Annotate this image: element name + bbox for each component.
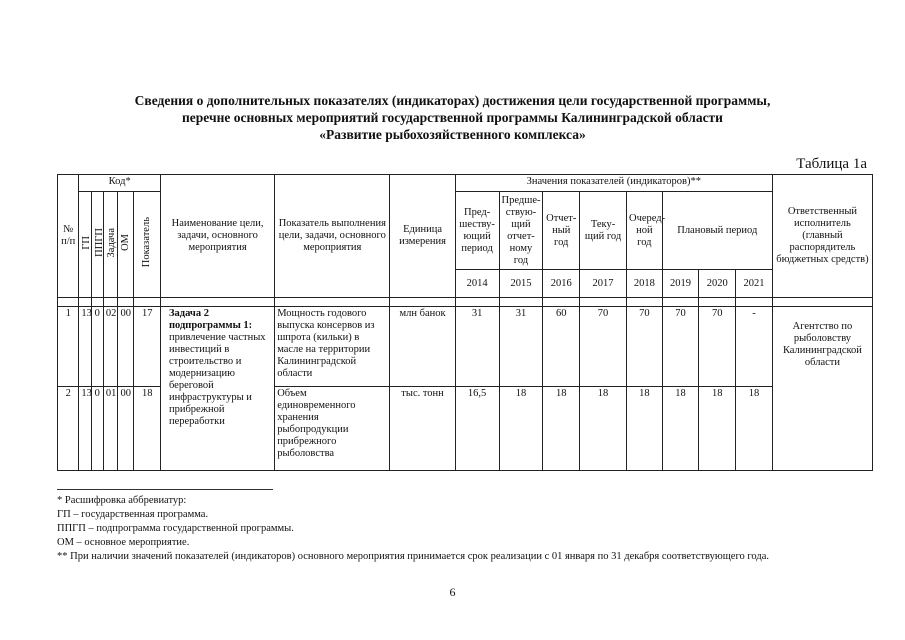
indicator-cell: Мощность годового выпуска консервов из шпрота (кильки) в масле на территории Калининградской области: [275, 307, 390, 387]
code-cell: 13: [79, 387, 91, 471]
footnote-divider: [57, 489, 273, 490]
header-prev: Предше-ствую-щий отчет-ному год: [499, 192, 543, 270]
footnote: ОМ – основное мероприятие.: [57, 537, 190, 548]
unit-cell: млн банок: [390, 307, 455, 387]
value-cell: 18: [543, 387, 580, 471]
code-cell: 0: [91, 387, 103, 471]
header-next: Очеред-ной год: [626, 192, 662, 270]
header-code-om: ОМ: [118, 192, 134, 298]
value-cell: 18: [699, 387, 736, 471]
header-values: Значения показателей (индикаторов)**: [455, 175, 772, 192]
value-cell: 70: [662, 307, 699, 387]
row-num: 1: [58, 307, 79, 387]
header-unit: Единица измерения: [390, 175, 455, 298]
code-cell: 02: [103, 307, 117, 387]
year-cell: 2018: [626, 270, 662, 298]
header-indicator: Показатель выполнения цели, задачи, основного мероприятия: [275, 175, 390, 298]
value-cell: 70: [699, 307, 736, 387]
table-row: [58, 307, 873, 387]
value-cell: 31: [455, 307, 499, 387]
year-cell: 2015: [499, 270, 543, 298]
table-label: Таблица 1а: [796, 156, 867, 172]
code-cell: 01: [103, 387, 117, 471]
code-cell: 13: [79, 307, 91, 387]
header-code: Код*: [79, 175, 161, 192]
value-cell: 18: [736, 387, 773, 471]
value-cell: 18: [626, 387, 662, 471]
value-cell: -: [736, 307, 773, 387]
value-cell: 70: [580, 307, 627, 387]
code-cell: 17: [134, 307, 161, 387]
header-plan: Плановый период: [662, 192, 772, 270]
year-cell: 2019: [662, 270, 699, 298]
footnotes: [57, 494, 769, 564]
title-line-3: «Развитие рыбохозяйственного комплекса»: [319, 127, 586, 142]
code-cell: 00: [118, 307, 134, 387]
indicators-table: [57, 174, 873, 471]
value-cell: 60: [543, 307, 580, 387]
year-cell: 2017: [580, 270, 627, 298]
header-code-indicator: Показатель: [134, 192, 161, 298]
page-number: 6: [449, 585, 456, 599]
year-cell: 2020: [699, 270, 736, 298]
title-line-2: перечне основных мероприятий государственной программы Калининградской области: [182, 110, 723, 125]
value-cell: 18: [662, 387, 699, 471]
header-pre-prev: Пред-шеству-ющий период: [455, 192, 499, 270]
year-cell: 2016: [543, 270, 580, 298]
year-cell: 2021: [736, 270, 773, 298]
header-report: Отчет-ный год: [543, 192, 580, 270]
document-title: [0, 92, 905, 143]
header-num: № п/п: [58, 175, 79, 298]
header-code-ppgp: ППГП: [91, 192, 103, 298]
row-num: 2: [58, 387, 79, 471]
value-cell: 18: [580, 387, 627, 471]
code-cell: 00: [118, 387, 134, 471]
responsible-cell: Агентство по рыболовству Калининградской области: [772, 307, 872, 471]
header-responsible: Ответственный исполнитель (главный распорядитель бюджетных средств): [772, 175, 872, 298]
task-cell: [160, 307, 274, 471]
footnote: * Расшифровка аббревиатур:: [57, 495, 187, 506]
footnote: ГП – государственная программа.: [57, 509, 209, 520]
task-title: Задача 2 подпрограммы 1:: [168, 308, 253, 331]
value-cell: 16,5: [455, 387, 499, 471]
code-cell: 18: [134, 387, 161, 471]
year-cell: 2014: [455, 270, 499, 298]
header-code-task: Задача: [103, 192, 117, 298]
indicator-cell: Объем единовременного хранения рыбопродукции прибрежного рыболовства: [275, 387, 390, 471]
value-cell: 18: [499, 387, 543, 471]
unit-cell: тыс. тонн: [390, 387, 455, 471]
title-line-1: Сведения о дополнительных показателях (индикаторах) достижения цели государственной программы,: [134, 93, 771, 108]
header-name: Наименование цели, задачи, основного мероприятия: [160, 175, 274, 298]
footnote: ** При наличии значений показателей (индикаторов) основного мероприятия принимается срок реализации с 01 января по 31 декабря соответствующего года.: [57, 551, 769, 562]
header-current: Теку-щий год: [580, 192, 627, 270]
header-code-gp: ГП: [79, 192, 91, 298]
footnote: ППГП – подпрограмма государственной программы.: [57, 523, 294, 534]
value-cell: 31: [499, 307, 543, 387]
task-text: привлечение частных инвестиций в строительство и модернизацию береговой инфраструктуры и прибрежной переработки: [168, 332, 266, 427]
code-cell: 0: [91, 307, 103, 387]
value-cell: 70: [626, 307, 662, 387]
